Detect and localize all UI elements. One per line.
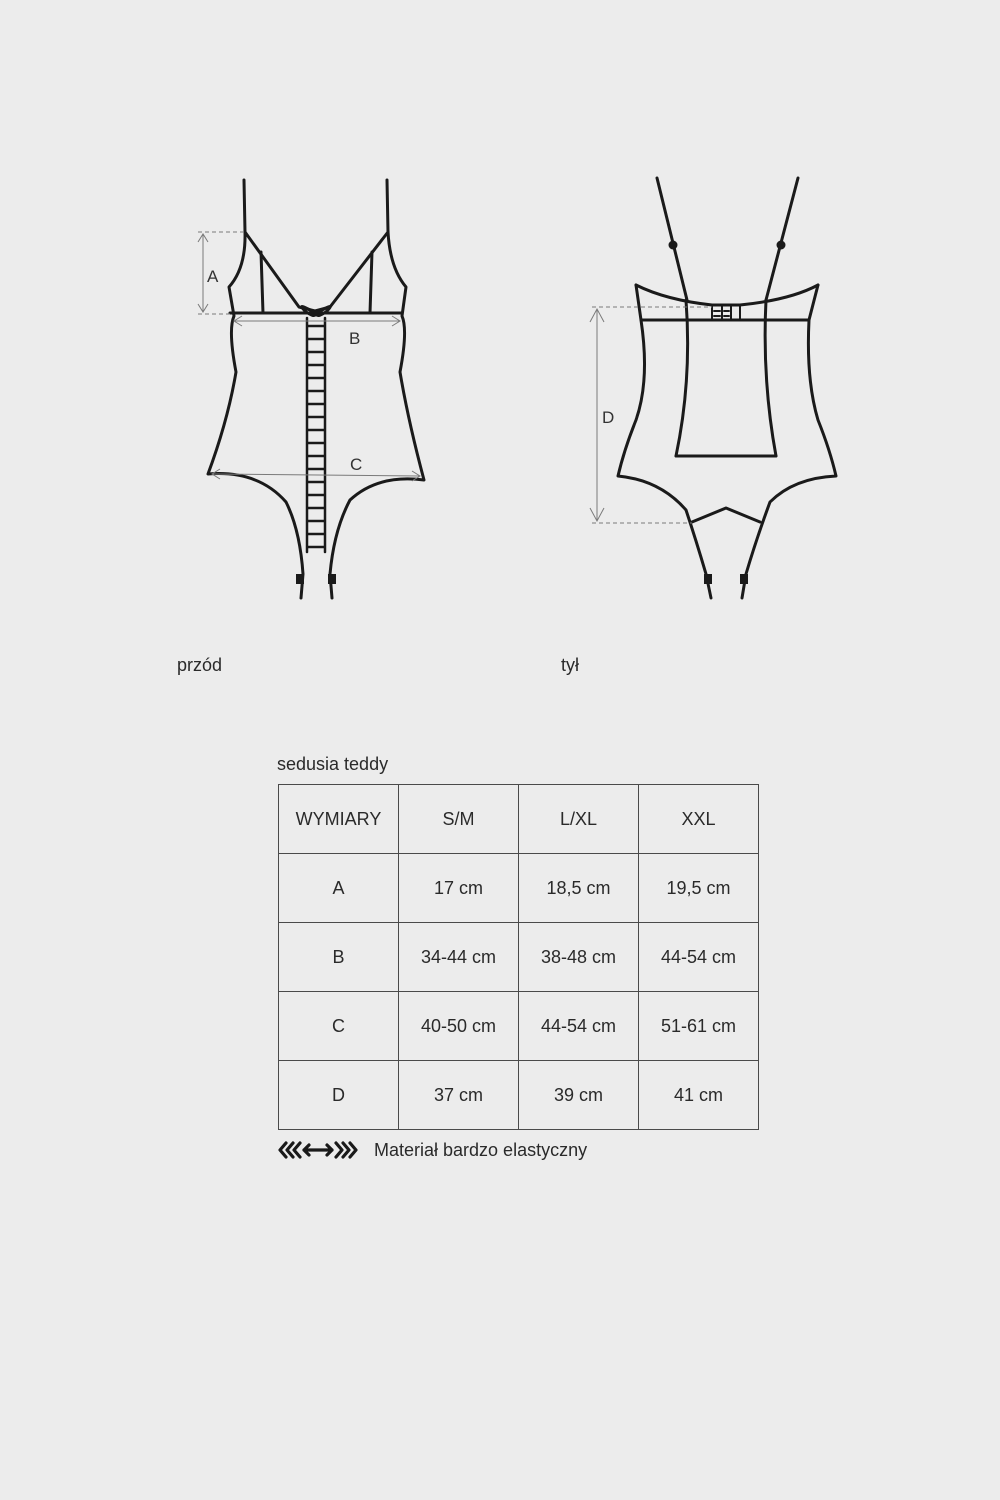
front-garter-left xyxy=(296,574,304,584)
back-hook-closure xyxy=(712,306,740,320)
back-garter-left xyxy=(704,574,712,584)
table-row xyxy=(279,923,759,992)
table-cell: 44-54 cm xyxy=(519,992,639,1061)
back-view xyxy=(618,178,836,598)
dim-d-label: D xyxy=(602,408,615,427)
dim-a-label: A xyxy=(207,267,219,286)
dim-c-label: C xyxy=(350,455,363,474)
dim-b-label: B xyxy=(349,329,361,348)
garment-diagram xyxy=(0,0,1000,700)
table-cell: 51-61 cm xyxy=(639,992,759,1061)
table-cell: 44-54 cm xyxy=(639,923,759,992)
elasticity-legend-text: Materiał bardzo elastyczny xyxy=(374,1139,588,1160)
table-cell: 37 cm xyxy=(399,1061,519,1130)
back-panel-right xyxy=(765,300,776,456)
front-cup-left xyxy=(245,232,315,311)
back-body-outline xyxy=(618,285,836,598)
back-view-caption: tył xyxy=(561,655,579,675)
front-view-caption: przód xyxy=(177,655,223,675)
table-cell: A xyxy=(279,854,399,923)
table-cell: B xyxy=(279,923,399,992)
table-cell: 38-48 cm xyxy=(519,923,639,992)
back-crotch xyxy=(692,508,760,522)
table-row xyxy=(279,992,759,1061)
back-top-edge xyxy=(636,285,818,305)
table-cell: 41 cm xyxy=(639,1061,759,1130)
elasticity-legend xyxy=(278,1138,587,1162)
elastic-stretch-icon xyxy=(278,1140,358,1160)
front-cup-seam-right xyxy=(370,252,372,313)
table-cell: 39 cm xyxy=(519,1061,639,1130)
header-cell: XXL xyxy=(639,785,759,854)
front-lacing-rungs xyxy=(307,326,325,547)
front-cup-seam-left xyxy=(261,252,263,313)
header-cell: L/XL xyxy=(519,785,639,854)
back-strap-right xyxy=(766,178,798,300)
table-cell: C xyxy=(279,992,399,1061)
header-cell: S/M xyxy=(399,785,519,854)
table-cell: D xyxy=(279,1061,399,1130)
table-row xyxy=(279,1061,759,1130)
back-strap-slider-right xyxy=(778,242,784,248)
front-body-outline xyxy=(208,232,424,598)
table-cell: 40-50 cm xyxy=(399,992,519,1061)
front-strap-left xyxy=(244,180,245,232)
table-cell: 18,5 cm xyxy=(519,854,639,923)
front-strap-right xyxy=(387,180,388,232)
back-strap-slider-left xyxy=(670,242,676,248)
table-cell: 17 cm xyxy=(399,854,519,923)
front-cup-right xyxy=(315,232,388,311)
table-cell: 34-44 cm xyxy=(399,923,519,992)
table-row xyxy=(279,854,759,923)
front-view xyxy=(208,180,424,598)
header-cell: WYMIARY xyxy=(279,785,399,854)
back-panel-left xyxy=(676,300,688,456)
front-garter-right xyxy=(328,574,336,584)
size-table-title: sedusia teddy xyxy=(277,754,389,774)
size-table-header-row xyxy=(279,785,759,854)
back-strap-left xyxy=(657,178,687,300)
back-garter-right xyxy=(740,574,748,584)
size-table xyxy=(278,784,759,1130)
table-cell: 19,5 cm xyxy=(639,854,759,923)
